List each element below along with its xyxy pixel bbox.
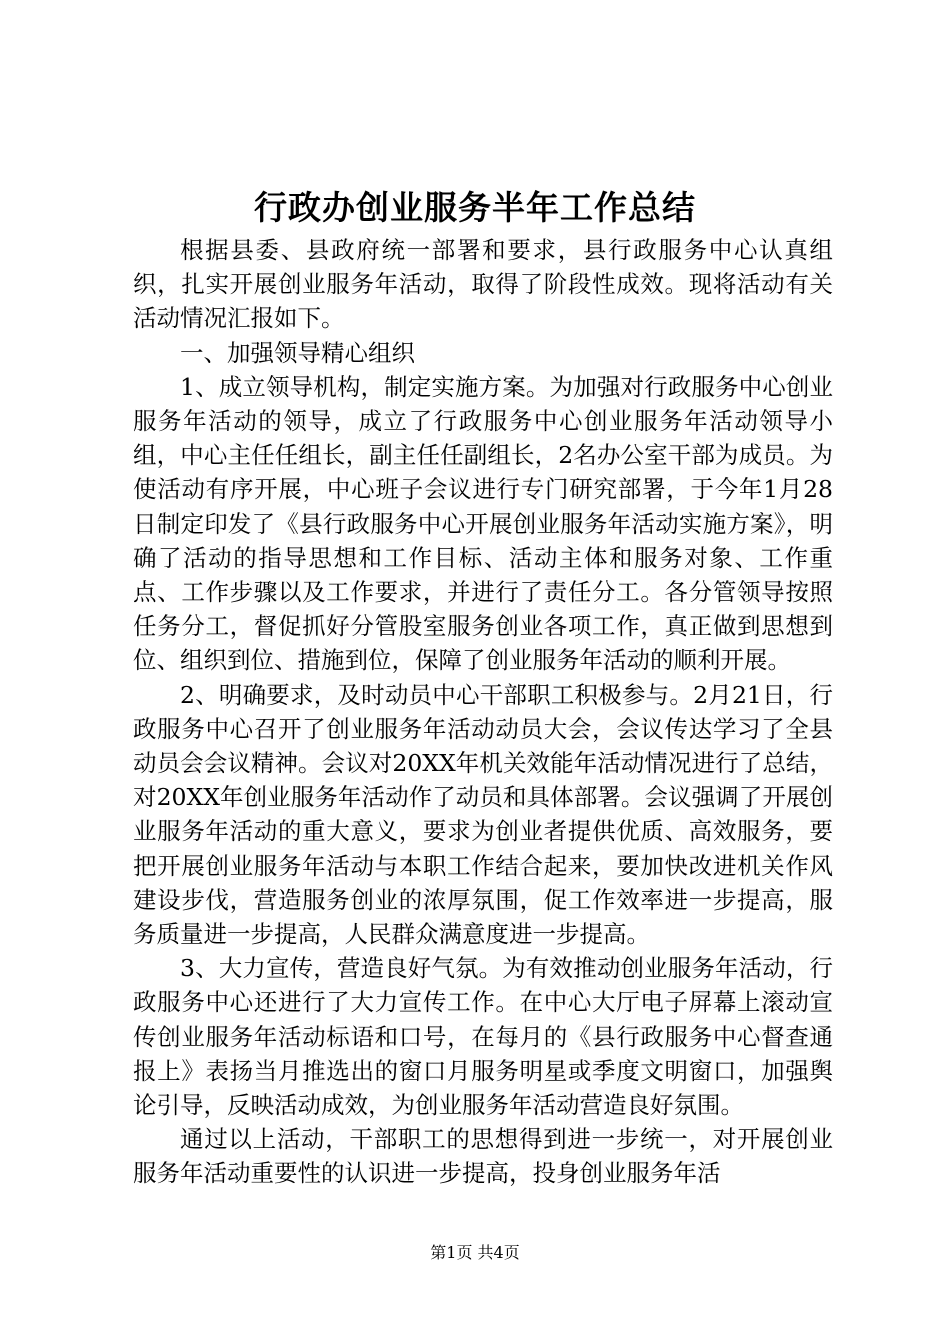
paragraph-item-3: 3、大力宣传，营造良好气氛。为有效推动创业服务年活动，行政服务中心还进行了大力宣传工作。在中心大厅电子屏幕上滚动宣传创业服务年活动标语和口号，在每月的《县行政服务中心督查通报上》表扬当月推选出的窗口月服务明星或季度文明窗口，加强舆论引导，反映活动成效，为创业服务年活动营造良好氛围。 xyxy=(133,954,833,1120)
paragraph-summary: 通过以上活动，干部职工的思想得到进一步统一，对开展创业服务年活动重要性的认识进一步提高，投身创业服务年活 xyxy=(133,1125,833,1188)
paragraph-item-1: 1、成立领导机构，制定实施方案。为加强对行政服务中心创业服务年活动的领导，成立了行政服务中心创业服务年活动领导小组，中心主任任组长，副主任任副组长，2名办公室干部为成员。为使活动有序开展，中心班子会议进行专门研究部署，于今年1月28日制定印发了《县行政服务中心开展创业服务年活动实施方案》，明确了活动的指导思想和工作目标、活动主体和服务对象、工作重点、工作步骤以及工作要求，并进行了责任分工。各分管领导按照任务分工，督促抓好分管股室服务创业各项工作，真正做到思想到位、组织到位、措施到位，保障了创业服务年活动的顺利开展。 xyxy=(133,372,833,675)
page-number-footer: 第1页 共4页 xyxy=(430,1243,520,1262)
paragraph-intro: 根据县委、县政府统一部署和要求，县行政服务中心认真组织，扎实开展创业服务年活动，取得了阶段性成效。现将活动有关活动情况汇报如下。 xyxy=(133,236,833,333)
paragraph-item-2: 2、明确要求，及时动员中心干部职工积极参与。2月21日，行政服务中心召开了创业服务年活动动员大会，会议传达学习了全县动员会会议精神。会议对20XX年机关效能年活动情况进行了总结，对20XX年创业服务年活动作了动员和具体部署。会议强调了开展创业服务年活动的重大意义，要求为创业者提供优质、高效服务，要把开展创业服务年活动与本职工作结合起来，要加快改进机关作风建设步伐，营造服务创业的浓厚氛围，促工作效率进一步提高，服务质量进一步提高，人民群众满意度进一步提高。 xyxy=(133,680,833,949)
section-heading-1: 一、加强领导精心组织 xyxy=(180,338,415,367)
document-body xyxy=(133,233,833,1191)
document-title: 行政办创业服务半年工作总结 xyxy=(254,188,696,227)
